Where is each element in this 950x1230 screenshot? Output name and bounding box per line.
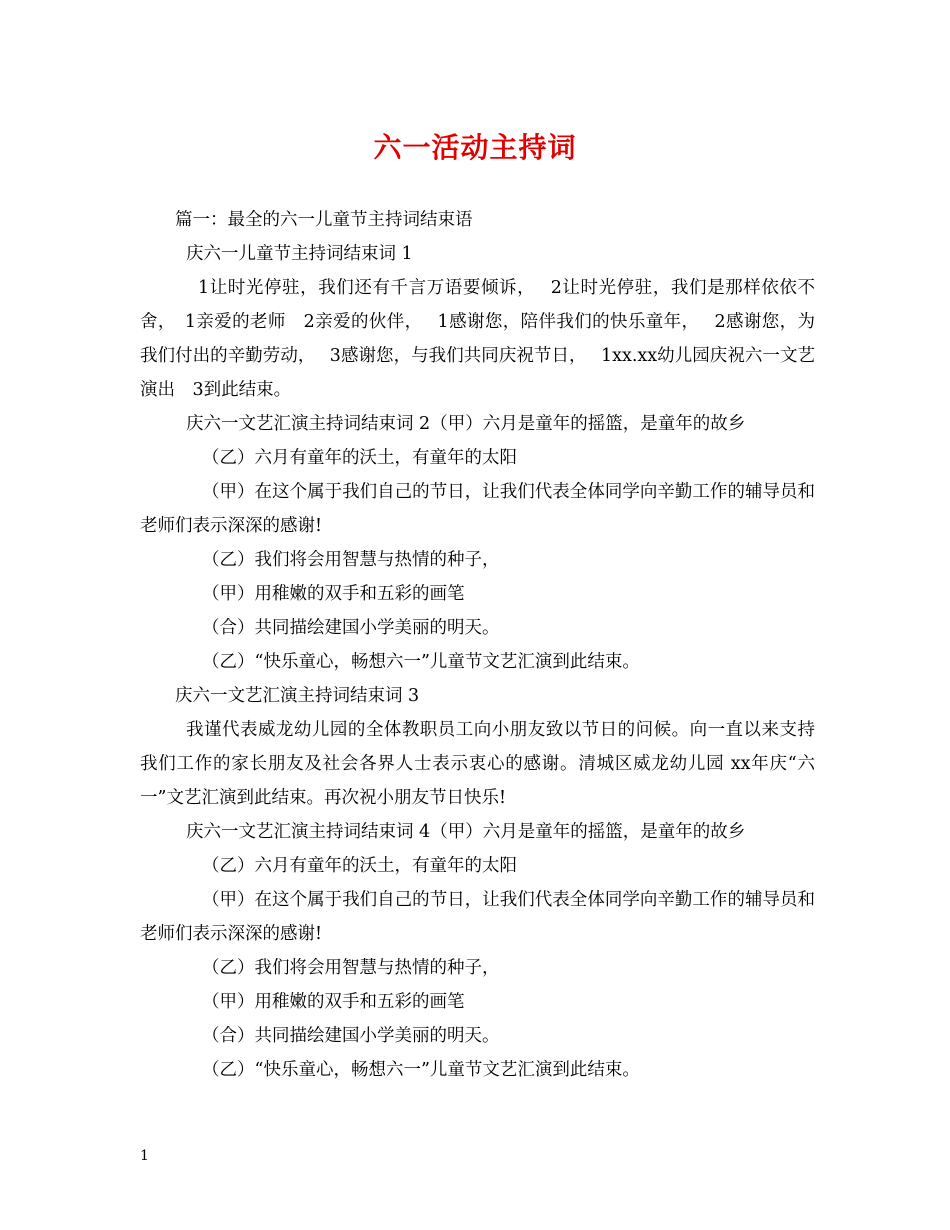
dialogue-line: （甲）在这个属于我们自己的节日，让我们代表全体同学向辛勤工作的辅导员和老师们表示深深的感谢! <box>140 890 815 944</box>
dialogue-line: （乙）“快乐童心，畅想六一”儿童节文艺汇演到此结束。 <box>202 1060 640 1080</box>
dialogue-line: （乙）“快乐童心，畅想六一”儿童节文艺汇演到此结束。 <box>202 652 640 672</box>
body-paragraph: 1让时光停驻，我们还有千言万语要倾诉， 2让时光停驻，我们是那样依依不舍， 1亲爱的老师 2亲爱的伙伴， 1感谢您，陪伴我们的快乐童年， 2感谢您，为我们付出的辛勤劳动， 3感谢您，与我们共同庆祝节日， 1xx.xx幼儿园庆祝六一文艺演出 3到此结束。 <box>140 278 815 400</box>
dialogue-line: （乙）我们将会用智慧与热情的种子， <box>202 550 500 570</box>
subsection-heading: 庆六一文艺汇演主持词结束词 4（甲）六月是童年的摇篮，是童年的故乡 <box>186 822 746 842</box>
document-title: 六一活动主持词 <box>373 131 577 164</box>
subsection-heading: 庆六一文艺汇演主持词结束词 2（甲）六月是童年的摇篮，是童年的故乡 <box>186 414 746 434</box>
dialogue-line: （乙）我们将会用智慧与热情的种子， <box>202 958 500 978</box>
dialogue-line: （乙）六月有童年的沃土，有童年的太阳 <box>202 856 517 876</box>
section-heading: 篇一：最全的六一儿童节主持词结束语 <box>175 210 473 230</box>
subsection-heading: 庆六一文艺汇演主持词结束词 3 <box>175 686 420 706</box>
dialogue-line: （甲）在这个属于我们自己的节日，让我们代表全体同学向辛勤工作的辅导员和老师们表示深深的感谢! <box>140 482 815 536</box>
page-number: 1 <box>140 1148 149 1164</box>
dialogue-line: （甲）用稚嫩的双手和五彩的画笔 <box>202 992 465 1012</box>
dialogue-line: （合）共同描绘建国小学美丽的明天。 <box>202 618 500 638</box>
dialogue-line: （甲）用稚嫩的双手和五彩的画笔 <box>202 584 465 604</box>
document-body <box>140 203 815 1087</box>
body-paragraph: 我谨代表威龙幼儿园的全体教职员工向小朋友致以节日的问候。向一直以来支持我们工作的家长朋友及社会各界人士表示衷心的感谢。清城区威龙幼儿园 xx年庆“六一”文艺汇演到此结束。再次祝小朋友节日快乐! <box>140 720 815 808</box>
dialogue-line: （合）共同描绘建国小学美丽的明天。 <box>202 1026 500 1046</box>
subsection-heading: 庆六一儿童节主持词结束词 1 <box>186 244 413 264</box>
dialogue-line: （乙）六月有童年的沃土，有童年的太阳 <box>202 448 517 468</box>
